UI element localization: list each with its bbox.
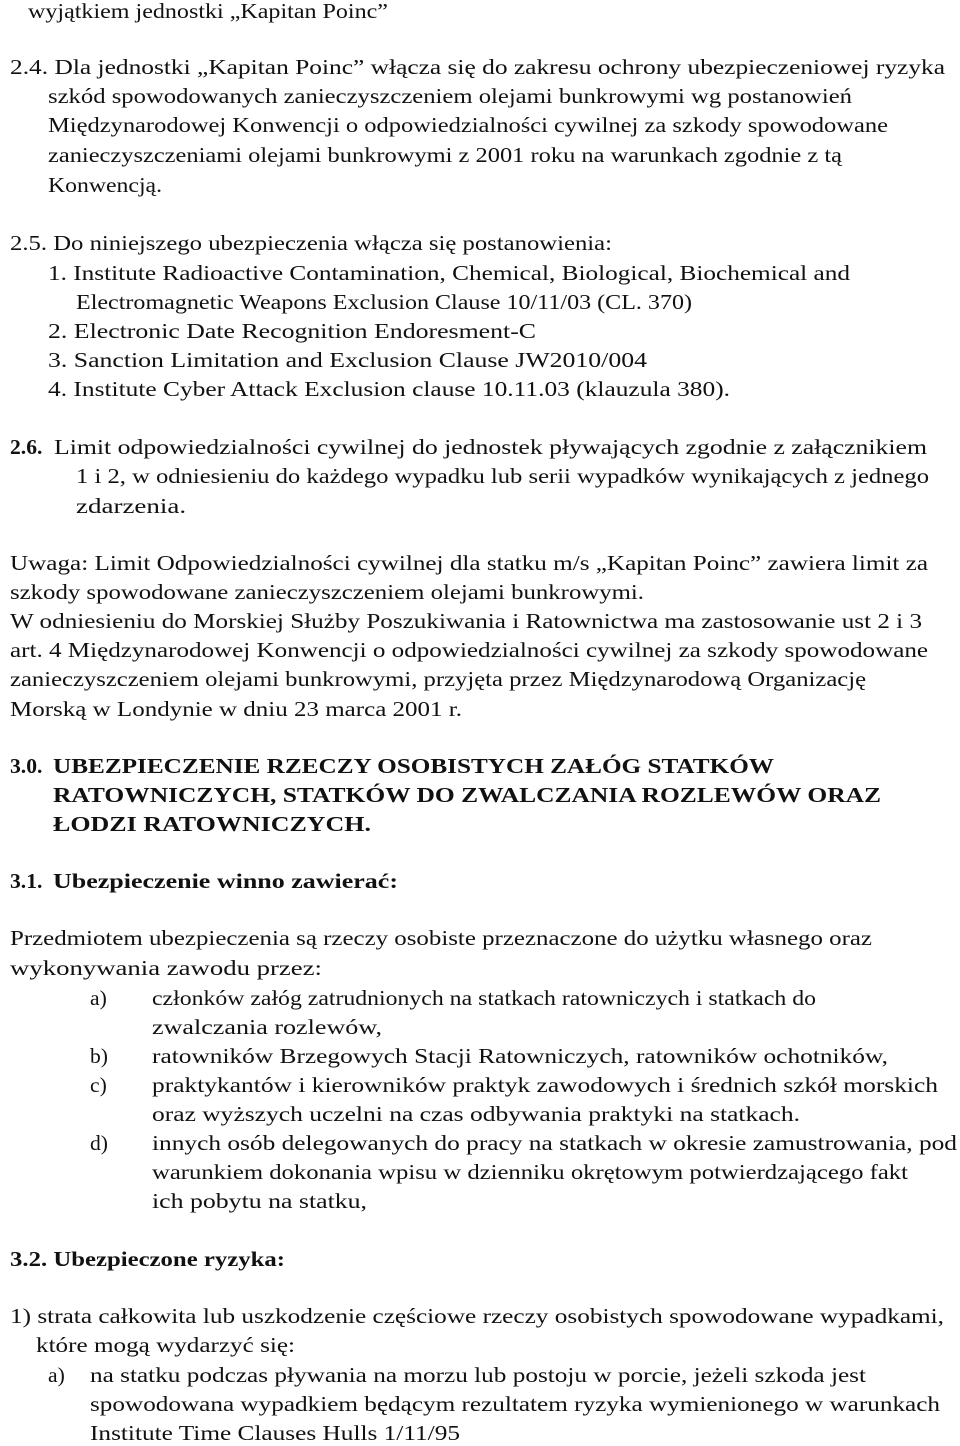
text-line: 3.2. Ubezpieczone ryzyka: xyxy=(10,1247,285,1271)
text-line: Ubezpieczenie winno zawierać: xyxy=(53,869,399,893)
text-line: Limit odpowiedzialności cywilnej do jednostek pływających zgodnie z załącznikiem xyxy=(54,435,927,459)
text-line: RATOWNICZYCH, STATKÓW DO ZWALCZANIA ROZLEWÓW ORAZ xyxy=(53,783,881,807)
text-line: zwalczania rozlewów, xyxy=(152,1015,382,1039)
text-line: 2.6. xyxy=(10,435,43,459)
text-line: zanieczyszczeniem olejami bunkrowymi, przyjęta przez Międzynarodową Organizację xyxy=(10,667,867,691)
text-line: Przedmiotem ubezpieczenia są rzeczy osobiste przeznaczone do użytku własnego oraz xyxy=(10,926,872,950)
text-line: 1 i 2, w odniesieniu do każdego wypadku lub serii wypadków wynikających z jednego xyxy=(76,464,930,488)
text-line: ŁODZI RATOWNICZYCH. xyxy=(53,812,371,836)
text-line: spowodowana wypadkiem będącym rezultatem ryzyka wymienionego w warunkach xyxy=(90,1392,940,1416)
text-line: Electromagnetic Weapons Exclusion Clause 10/11/03 (CL. 370) xyxy=(76,290,693,314)
text-line: ratowników Brzegowych Stacji Ratowniczych, ratowników ochotników, xyxy=(152,1044,888,1068)
text-line: szkód spowodowanych zanieczyszczeniem olejami bunkrowymi wg postanowień xyxy=(48,84,852,108)
text-line: Międzynarodowej Konwencji o odpowiedzialności cywilnej za szkody spowodowane xyxy=(48,113,888,137)
text-line: a) xyxy=(90,986,107,1010)
text-line: 3.0. xyxy=(10,754,43,778)
text-line: 2. Electronic Date Recognition Endoresment-C xyxy=(48,319,537,343)
text-line: wykonywania zawodu przez: xyxy=(10,956,323,980)
text-line: na statku podczas pływania na morzu lub postoju w porcie, jeżeli szkoda jest xyxy=(90,1363,867,1387)
text-line: szkody spowodowane zanieczyszczeniem olejami bunkrowymi. xyxy=(10,580,645,604)
text-line: b) xyxy=(90,1044,108,1068)
text-line: art. 4 Międzynarodowej Konwencji o odpowiedzialności cywilnej za szkody spowodowane xyxy=(10,638,929,662)
text-line: 3.1. xyxy=(10,869,43,893)
text-line: zdarzenia. xyxy=(76,494,187,518)
text-line: zanieczyszczeniami olejami bunkrowymi z 2001 roku na warunkach zgodnie z tą xyxy=(48,143,842,167)
text-line: ich pobytu na statku, xyxy=(152,1189,368,1213)
text-line: 4. Institute Cyber Attack Exclusion clause 10.11.03 (klauzula 380). xyxy=(48,377,731,401)
text-line: W odniesieniu do Morskiej Służby Poszukiwania i Ratownictwa ma zastosowanie ust 2 i 3 xyxy=(10,609,923,633)
text-line: Institute Time Clauses Hulls 1/11/95 xyxy=(90,1421,460,1445)
text-line: 3. Sanction Limitation and Exclusion Clause JW2010/004 xyxy=(48,348,647,372)
text-line: Morską w Londynie w dniu 23 marca 2001 r. xyxy=(10,697,462,721)
text-line: warunkiem dokonania wpisu w dzienniku okrętowym potwierdzającego fakt xyxy=(152,1160,909,1184)
text-line: 1. Institute Radioactive Contamination, Chemical, Biological, Biochemical and xyxy=(48,261,850,285)
text-line: oraz wyższych uczelni na czas odbywania praktyki na statkach. xyxy=(152,1102,801,1126)
text-line: członków załóg zatrudnionych na statkach ratowniczych i statkach do xyxy=(152,986,817,1010)
text-line: Konwencją. xyxy=(48,173,163,197)
text-line: 2.5. Do niniejszego ubezpieczenia włącza się postanowienia: xyxy=(10,231,612,255)
text-line: innych osób delegowanych do pracy na statkach w okresie zamustrowania, pod xyxy=(152,1131,958,1155)
text-line: 1) strata całkowita lub uszkodzenie częściowe rzeczy osobistych spowodowane wypadkami, xyxy=(10,1304,945,1328)
text-line: praktykantów i kierowników praktyk zawodowych i średnich szkół morskich xyxy=(152,1073,939,1097)
text-line: 2.4. Dla jednostki „Kapitan Poinc” włącza się do zakresu ochrony ubezpieczeniowej ryzyka xyxy=(10,55,946,79)
text-line: Uwaga: Limit Odpowiedzialności cywilnej dla statku m/s „Kapitan Poinc” zawiera limit za xyxy=(10,551,929,575)
text-line: c) xyxy=(90,1073,107,1097)
text-line: d) xyxy=(90,1131,108,1155)
text-line: które mogą wydarzyć się: xyxy=(36,1333,295,1357)
text-line: wyjątkiem jednostki „Kapitan Poinc” xyxy=(28,0,388,23)
text-line: a) xyxy=(48,1363,65,1387)
text-line: UBEZPIECZENIE RZECZY OSOBISTYCH ZAŁÓG STATKÓW xyxy=(53,754,775,778)
